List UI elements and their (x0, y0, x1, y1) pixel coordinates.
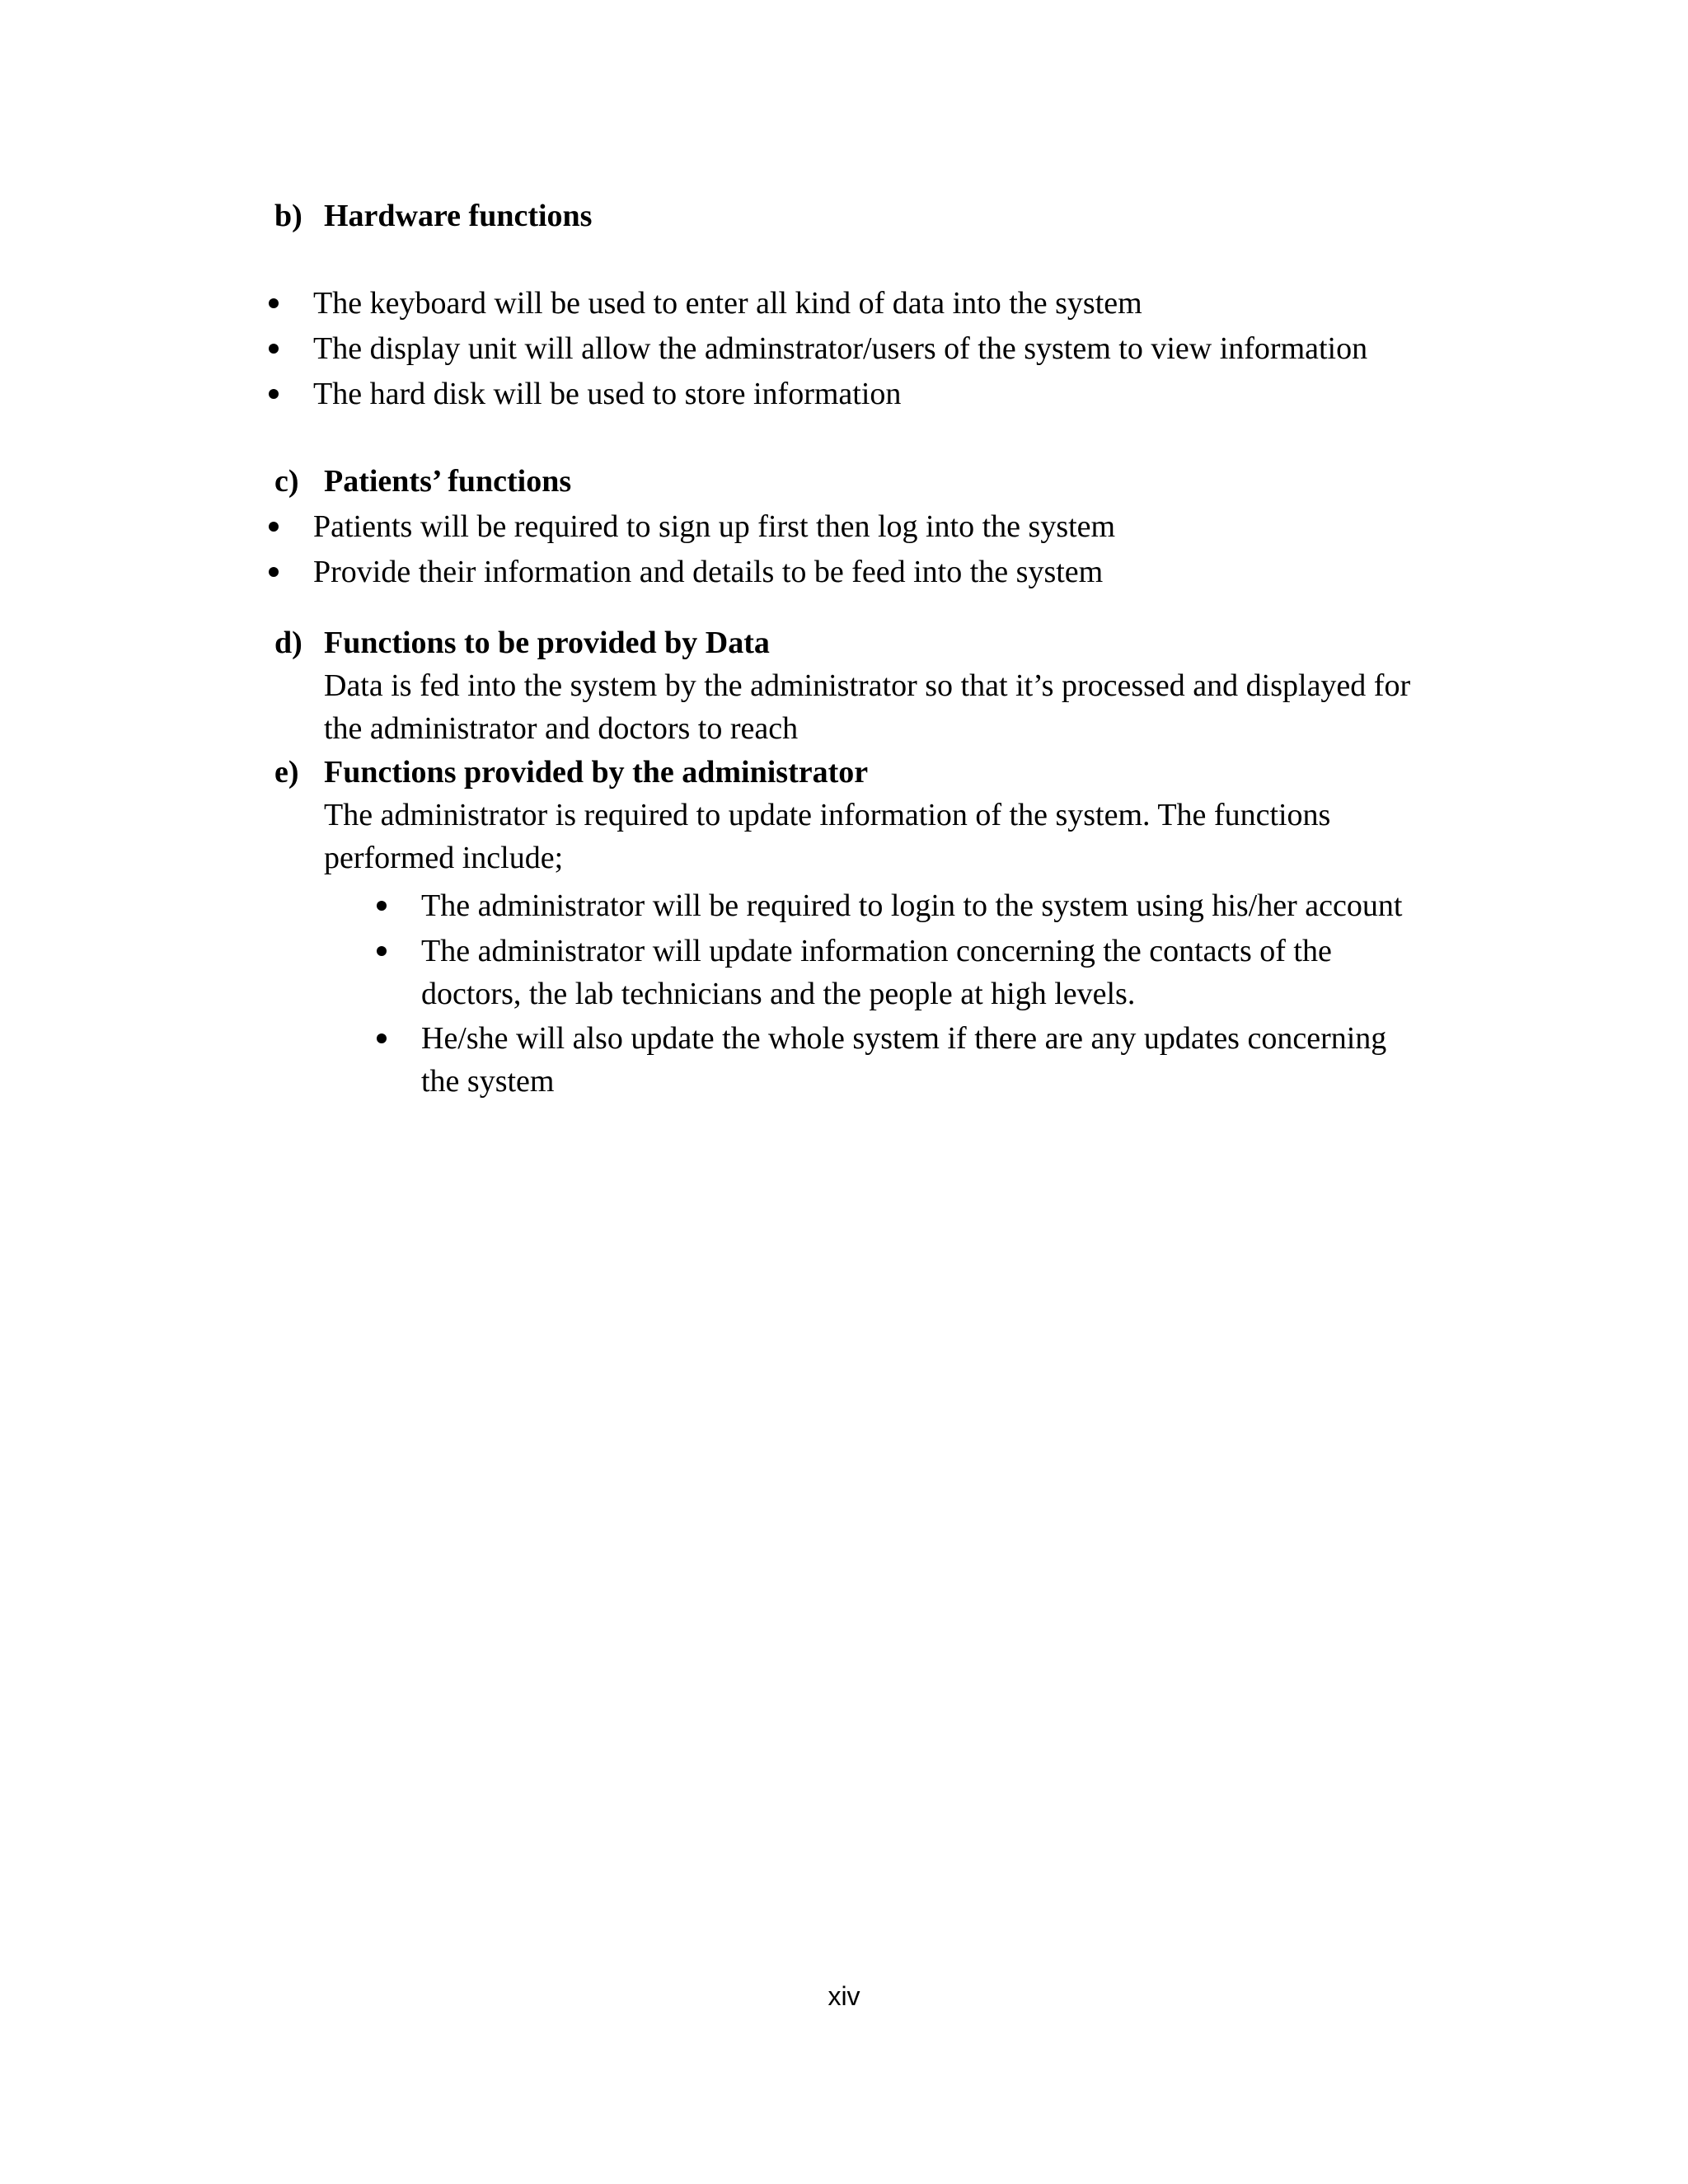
section-c-heading: Patients’ functions (324, 464, 572, 499)
section-b-bullet-3: The hard disk will be used to store information (313, 377, 902, 411)
section-e-bullet-3-line-2: the system (421, 1064, 555, 1099)
section-b-heading: Hardware functions (324, 199, 593, 233)
bullet-icon (269, 567, 279, 577)
section-e-bullet-2-line-1: The administrator will update information concerning the contacts of the (421, 934, 1332, 968)
section-b-bullet-2: The display unit will allow the adminstrator/users of the system to view information (313, 331, 1368, 366)
section-e-paragraph-line-1: The administrator is required to update information of the system. The functions (324, 798, 1331, 832)
section-e-bullet-1-line-1: The administrator will be required to login to the system using his/her account (421, 888, 1403, 923)
bullet-icon (377, 946, 387, 956)
section-e-bullet-2-line-2: doctors, the lab technicians and the people at high levels. (421, 977, 1136, 1011)
section-c-bullet-1: Patients will be required to sign up first then log into the system (313, 509, 1116, 544)
section-c-bullet-2: Provide their information and details to be feed into the system (313, 555, 1104, 589)
section-e-heading: Functions provided by the administrator (324, 755, 869, 790)
section-e-paragraph-line-2: performed include; (324, 841, 564, 875)
section-d-marker: d) (274, 626, 302, 660)
section-e-marker: e) (274, 755, 299, 790)
bullet-icon (377, 901, 387, 911)
section-d-paragraph-line-2: the administrator and doctors to reach (324, 711, 799, 746)
section-c-marker: c) (274, 464, 299, 499)
section-d-paragraph-line-1: Data is fed into the system by the administrator so that it’s processed and displayed for (324, 668, 1411, 703)
section-b-marker: b) (274, 199, 302, 233)
section-e-bullet-3-line-1: He/she will also update the whole system if there are any updates concerning (421, 1021, 1387, 1056)
bullet-icon (377, 1033, 387, 1043)
bullet-icon (269, 298, 279, 308)
page-number: xiv (828, 1981, 860, 2011)
section-b-bullet-1: The keyboard will be used to enter all kind of data into the system (313, 286, 1142, 321)
bullet-icon (269, 389, 279, 399)
bullet-icon (269, 344, 279, 354)
bullet-icon (269, 522, 279, 532)
section-d-heading: Functions to be provided by Data (324, 626, 770, 660)
